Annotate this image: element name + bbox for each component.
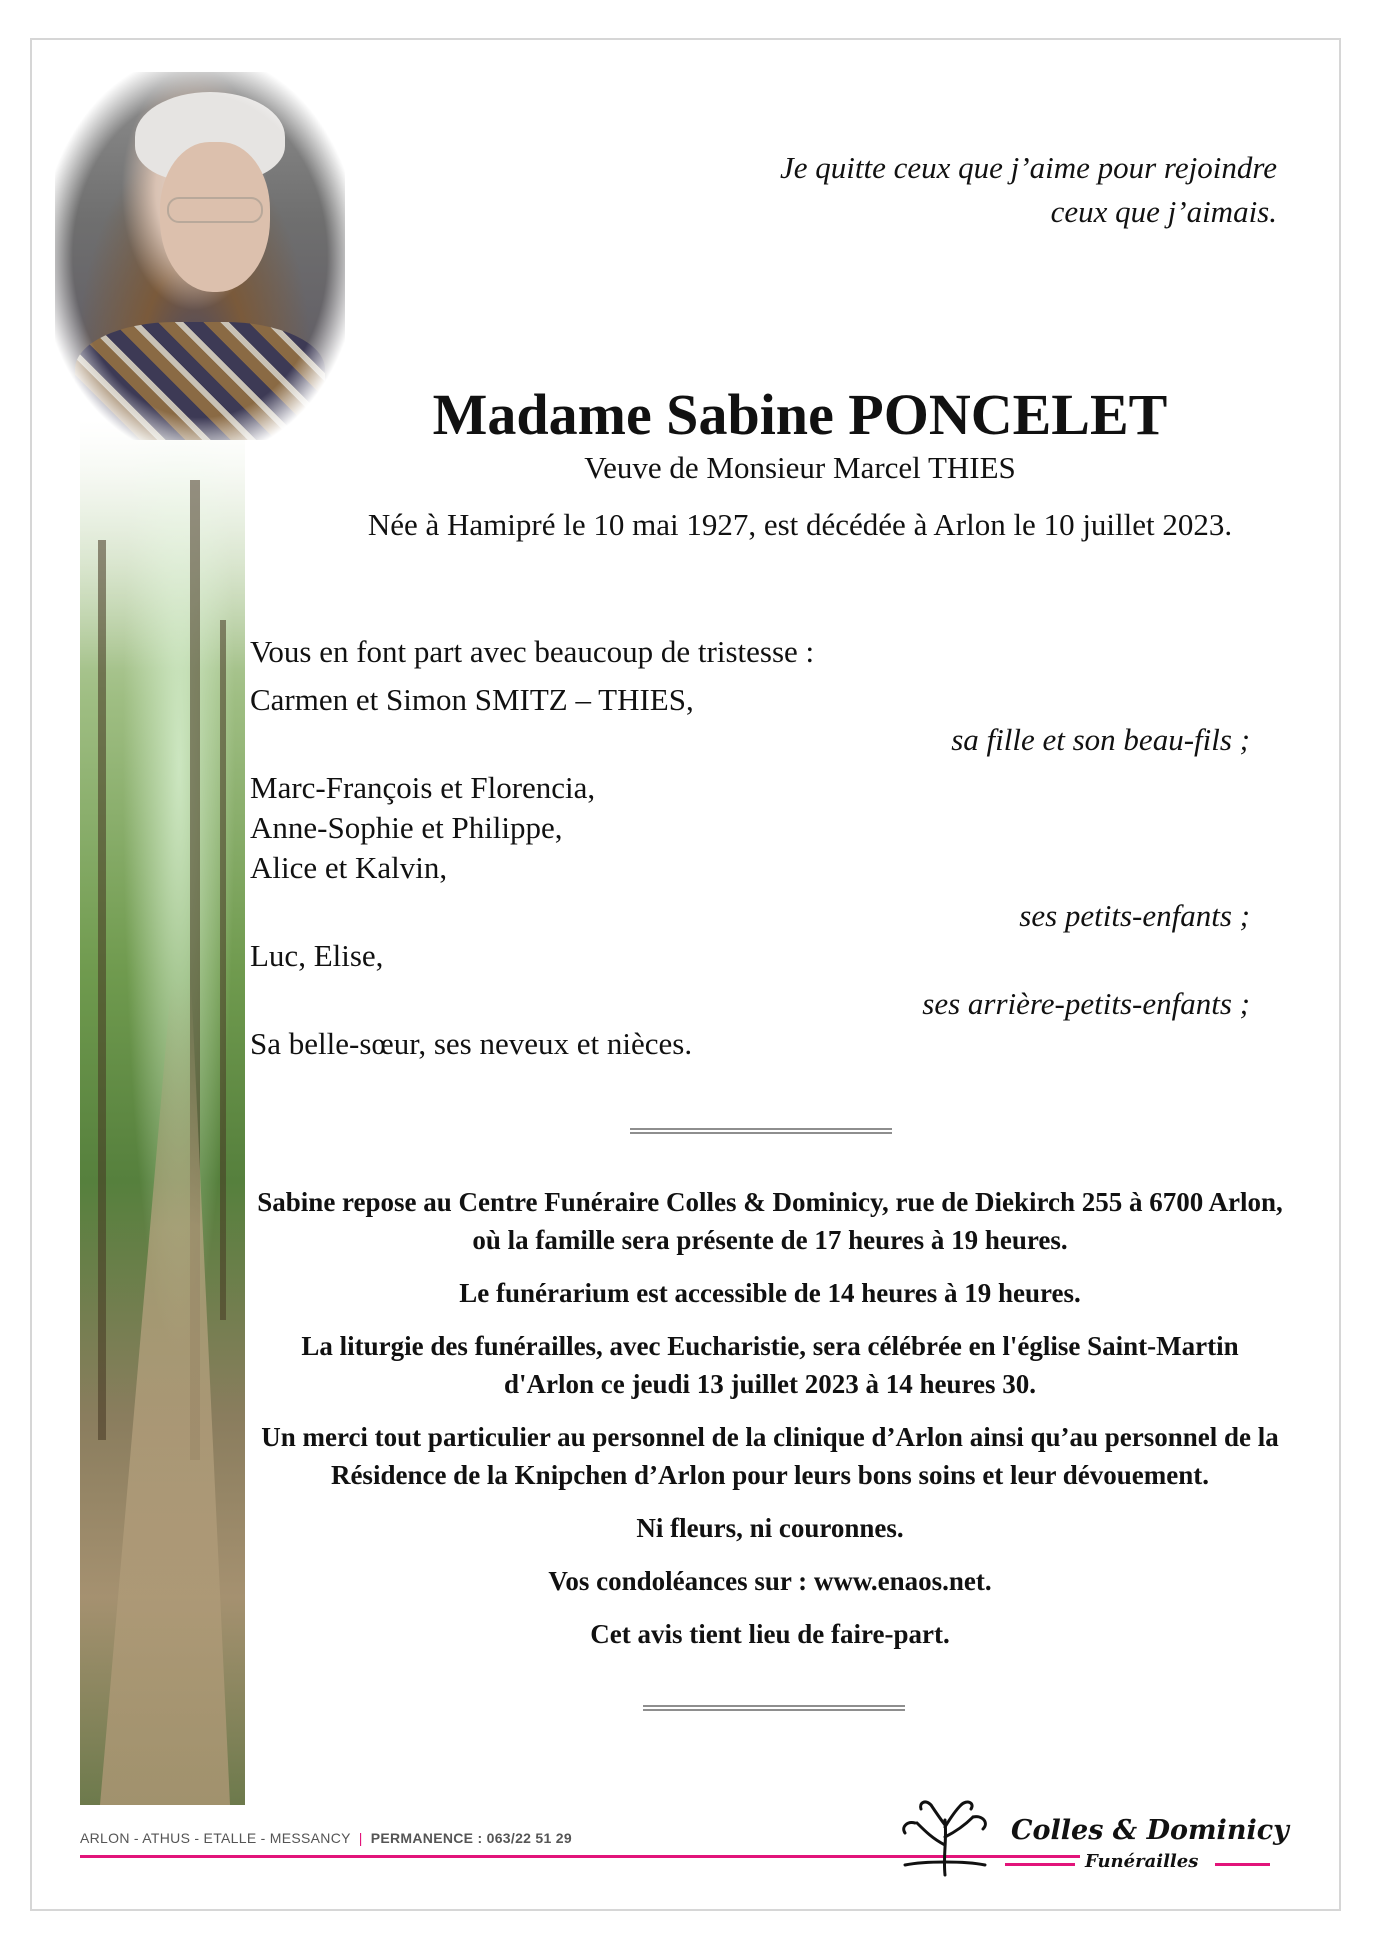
family-closing: Sa belle-sœur, ses neveux et nièces.: [250, 1026, 693, 1061]
funeral-home-logo: [885, 1795, 1289, 1880]
quote-line-1: Je quitte ceux que j’aime pour rejoindre: [780, 150, 1277, 185]
quote-line-2: ceux que j’aimais.: [1050, 194, 1277, 229]
birth-death-dates: Née à Hamipré le 10 mai 1927, est décédée à Arlon le 10 juillet 2023.: [367, 507, 1233, 542]
tree-icon: [885, 1795, 1005, 1880]
info-condolences: Vos condoléances sur : www.enaos.net.: [548, 1566, 992, 1596]
info-repose: Sabine repose au Centre Funéraire Colles & Dominicy, rue de Diekirch 255 à 6700 Arlon, où la famille sera présente de 17 heures à 19 heures.: [257, 1187, 1283, 1255]
widow-of: Veuve de Monsieur Marcel THIES: [584, 450, 1016, 485]
footer-separator: |: [358, 1830, 363, 1846]
info-notice: Cet avis tient lieu de faire-part.: [590, 1619, 950, 1649]
family-member: Alice et Kalvin,: [250, 850, 448, 885]
footer-permanence: PERMANENCE : 063/22 51 29: [370, 1830, 572, 1846]
family-member: Luc, Elise,: [250, 938, 384, 973]
deceased-name: Madame Sabine PONCELET: [432, 382, 1168, 447]
epitaph-quote: [780, 146, 1277, 234]
footer-locations: ARLON - ATHUS - ETALLE - MESSANCY: [80, 1830, 351, 1846]
logo-brand: Colles & Dominicy: [1011, 1815, 1289, 1846]
forest-path-image: [80, 420, 245, 1805]
info-no-flowers: Ni fleurs, ni couronnes.: [636, 1513, 904, 1543]
family-member: Carmen et Simon SMITZ – THIES,: [250, 682, 694, 717]
family-member: Anne-Sophie et Philippe,: [250, 810, 563, 845]
info-thanks: Un merci tout particulier au personnel de la clinique d’Arlon ainsi qu’au personnel de la Résidence de la Knipchen d’Arlon pour leurs bons soins et leur dévouement.: [261, 1422, 1279, 1490]
family-member: Marc-François et Florencia,: [250, 770, 596, 805]
info-liturgy: La liturgie des funérailles, avec Eucharistie, sera célébrée en l'église Saint-Martin d'Arlon ce jeudi 13 juillet 2023 à 14 heures 30.: [301, 1331, 1239, 1399]
family-announcement: [250, 632, 1250, 1064]
family-role: sa fille et son beau-fils ;: [951, 722, 1250, 757]
family-role: ses petits-enfants ;: [1019, 898, 1250, 933]
info-funerarium: Le funérarium est accessible de 14 heures à 19 heures.: [459, 1278, 1081, 1308]
footer-contact: [80, 1830, 572, 1846]
family-role: ses arrière-petits-enfants ;: [922, 986, 1250, 1021]
logo-subtitle: Funérailles: [1085, 1851, 1199, 1872]
funeral-info: [255, 1183, 1285, 1668]
family-intro: Vous en font part avec beaucoup de tristesse :: [250, 634, 815, 669]
divider-top: [630, 1128, 892, 1134]
divider-bottom: [643, 1705, 905, 1711]
